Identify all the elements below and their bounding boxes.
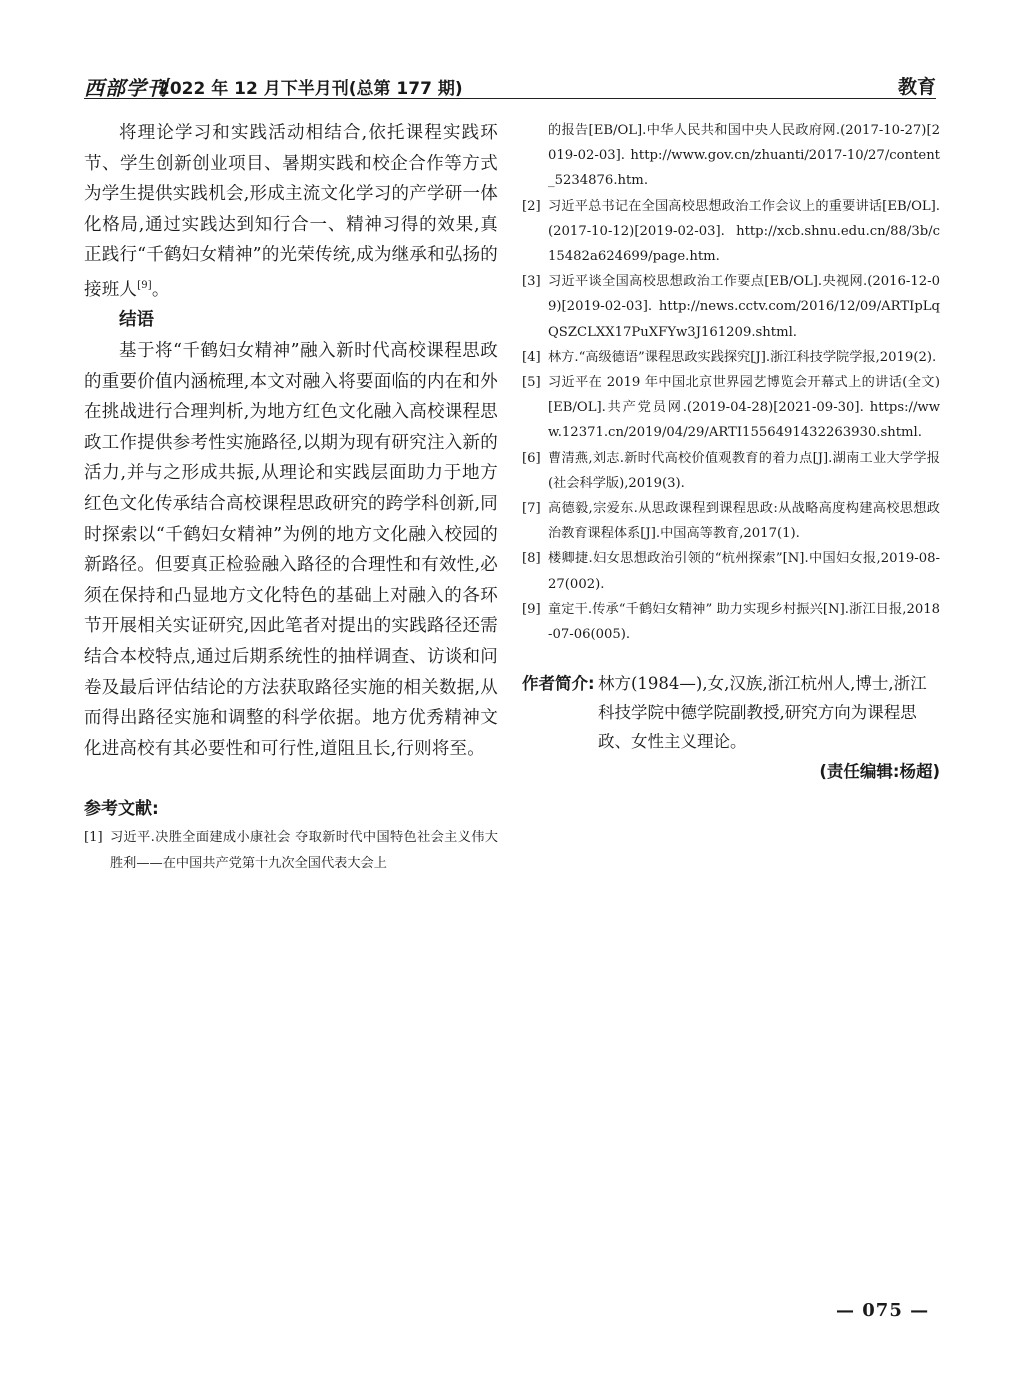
reference-text: 高德毅,宗爱东.从思政课程到课程思政:从战略高度构建高校思想政治教育课程体系[J].中国高等教育,2017(1). [548, 501, 940, 542]
references-title: 参考文献: [84, 799, 159, 820]
reference-number: [4] [522, 349, 541, 365]
issue-info: 2022 年 12 月下半月刊(总第 177 期) [158, 79, 463, 99]
reference-item [522, 597, 940, 647]
reference-text: 习近平在 2019 年中国北京世界园艺博览会开幕式上的讲话(全文)[EB/OL].共产党员网.(2019-04-28)[2021-09-30]. https://www.12371.cn/2019/04/29/ARTI1556491432263930.shtml. [548, 375, 940, 441]
responsible-editor: (责任编辑:杨超) [819, 762, 940, 782]
reference-number: [6] [522, 450, 541, 466]
citation: [9] [137, 279, 152, 291]
right-column [522, 118, 940, 782]
reference-item [522, 269, 940, 345]
author-label: 作者简介: [522, 674, 595, 694]
reference-number: [8] [522, 551, 541, 567]
reference-item [522, 546, 940, 596]
reference-text: 林方.“高级德语”课程思政实践探究[J].浙江科技学院学报,2019(2). [548, 349, 937, 365]
reference-text: 习近平谈全国高校思想政治工作要点[EB/OL].央视网.(2016-12-09)[2019-02-03]. http://news.cctv.com/2016/12/09/ARTIpLqQSZCLXX17PuXFYw3J161209.shtml. [548, 274, 940, 340]
left-column [84, 118, 498, 876]
section-name: 教育 [897, 76, 936, 98]
reference-number: [2] [522, 198, 541, 214]
reference-item [522, 370, 940, 446]
reference-item [522, 446, 940, 496]
reference-item [522, 194, 940, 270]
author-bio [522, 669, 940, 756]
reference-text: 楼卿捷.妇女思想政治引领的“杭州探索”[N].中国妇女报,2019-08-27(002). [548, 551, 940, 592]
reference-number: [9] [522, 601, 541, 617]
reference-number: [5] [522, 375, 541, 391]
page-header [84, 72, 936, 99]
body-paragraph: 基于将“千鹤妇女精神”融入新时代高校课程思政的重要价值内涵梳理,本文对融入将要面临的内在和外在挑战进行合理判析,为地方红色文化融入高校课程思政工作提供参考性实施路径,以期为现有研究注入新的活力,并与之形成共振,从理论和实践层面助力于地方红色文化传承结合高校课程思政研究的跨学科创新,同时探索以“千鹤妇女精神”为例的地方文化融入校园的新路径。但要真正检验融入路径的合理性和有效性,必须在保持和凸显地方文化特色的基础上对融入的各环节开展相关实证研究,因此笔者对提出的实践路径还需结合本校特点,通过后期系统性的抽样调查、访谈和问卷及最后评估结论的方法获取路径实施的相关数据,从而得出路径实施和调整的科学依据。地方优秀精神文化进高校有其必要性和可行性,道阻且长,行则将至。 [84, 340, 498, 759]
reference-item [84, 825, 498, 875]
reference-text: 习近平总书记在全国高校思想政治工作会议上的重要讲话[EB/OL].(2017-10-12)[2019-02-03]. http://xcb.shnu.edu.cn/88/3b/c15482a624699/page.htm. [548, 198, 940, 265]
reference-item [522, 496, 940, 546]
reference-item [522, 345, 940, 370]
body-paragraph: 将理论学习和实践活动相结合,依托课程实践环节、学生创新创业项目、暑期实践和校企合作等方式为学生提供实践机会,形成主流文化学习的产学研一体化格局,通过实践达到知行合一、精神习得的效果,真正践行“千鹤妇女精神”的光荣传统,成为继承和弘扬的接班人[9]。 [84, 123, 498, 300]
section-heading: 结语 [119, 310, 154, 331]
author-text: 林方(1984—),女,汉族,浙江杭州人,博士,浙江科技学院中德学院副教授,研究方向为课程思政、女性主义理论。 [598, 674, 927, 752]
reference-text: 习近平.决胜全面建成小康社会 夺取新时代中国特色社会主义伟大胜利——在中国共产党第十九次全国代表大会上 [110, 830, 498, 871]
reference-number: [1] [84, 830, 103, 846]
page-number: — 075 — [836, 1300, 930, 1321]
references-list [522, 194, 940, 648]
journal-logo: 西部学刊 [84, 76, 168, 100]
reference-continuation: 的报告[EB/OL].中华人民共和国中央人民政府网.(2017-10-27)[2019-02-03]. http://www.gov.cn/zhuanti/2017-10/27/content_5234876.htm. [548, 123, 940, 189]
reference-text: 童定干.传承“千鹤妇女精神” 助力实现乡村振兴[N].浙江日报,2018-07-06(005). [548, 601, 940, 643]
reference-number: [3] [522, 274, 541, 290]
reference-number: [7] [522, 501, 541, 517]
reference-text: 曹清燕,刘志.新时代高校价值观教育的着力点[J].湖南工业大学学报(社会科学版),2019(3). [548, 450, 940, 491]
